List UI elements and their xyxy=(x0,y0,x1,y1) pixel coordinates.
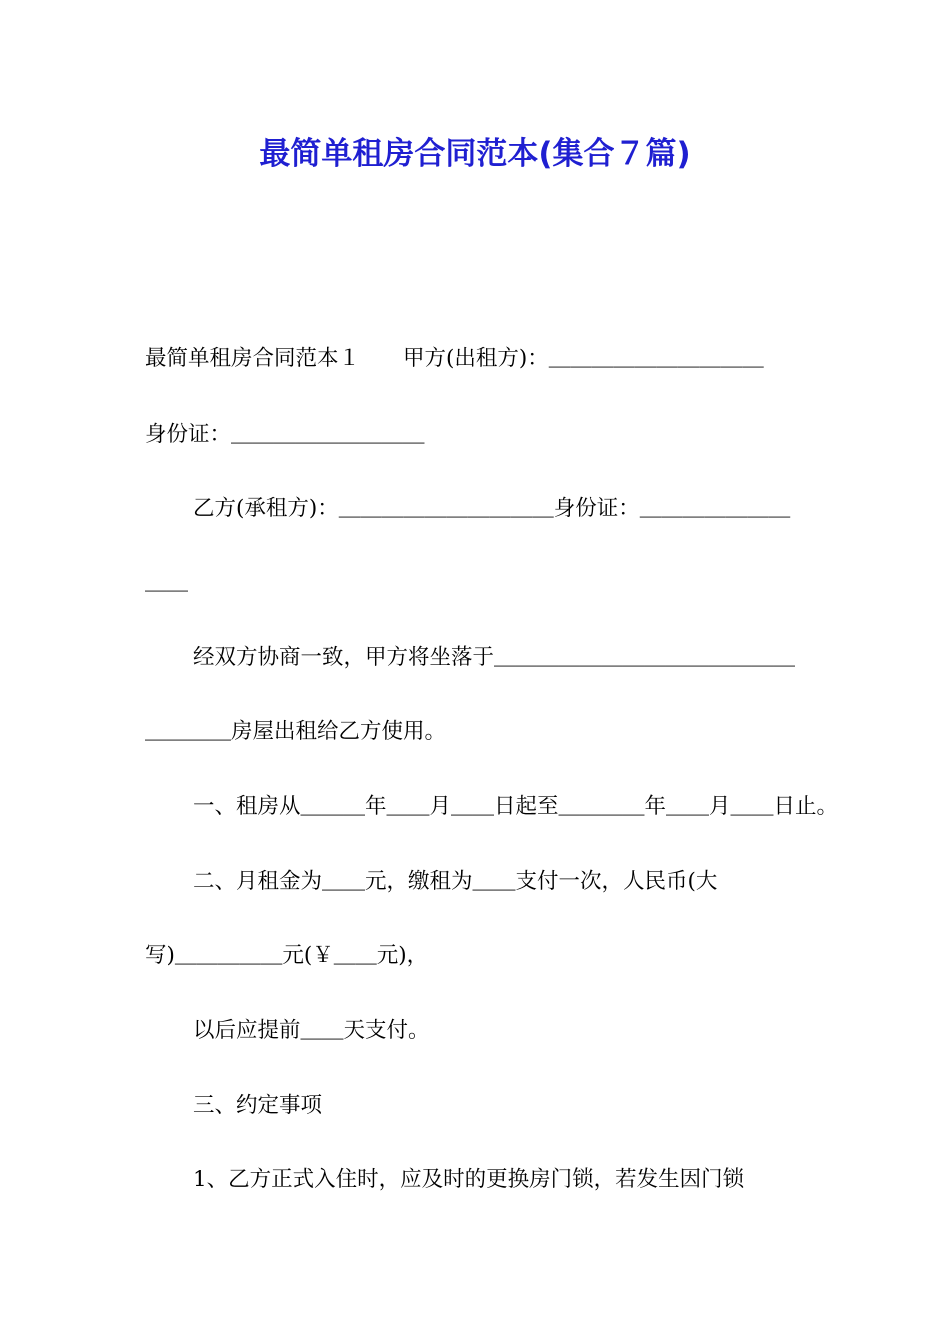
text-line: 1、乙方正式入住时，应及时的更换房门锁，若发生因门锁 xyxy=(193,1167,745,1192)
text-line: 最简单租房合同范本１ 甲方(出租方)：＿＿＿＿＿＿＿＿＿＿ xyxy=(145,346,764,371)
text-line: ＿＿ xyxy=(145,570,189,595)
document-title: 最简单租房合同范本(集合７篇) xyxy=(259,136,691,172)
text-line: 二、月租金为＿＿元，缴租为＿＿支付一次，人民币(大 xyxy=(193,869,718,894)
text-line: 以后应提前＿＿天支付。 xyxy=(193,1018,430,1043)
text-line: 一、租房从＿＿＿年＿＿月＿＿日起至＿＿＿＿年＿＿月＿＿日止。 xyxy=(193,794,839,819)
text-line: 三、约定事项 xyxy=(193,1093,323,1118)
text-line: 经双方协商一致，甲方将坐落于＿＿＿＿＿＿＿＿＿＿＿＿＿＿ xyxy=(193,645,796,670)
text-line: 身份证：＿＿＿＿＿＿＿＿＿ xyxy=(145,422,425,447)
text-line: 乙方(承租方)：＿＿＿＿＿＿＿＿＿＿身份证：＿＿＿＿＿＿＿ xyxy=(193,496,791,521)
text-line: ＿＿＿＿房屋出租给乙方使用。 xyxy=(145,719,447,744)
text-line: 写)＿＿＿＿＿元(￥＿＿元)， xyxy=(145,943,429,968)
